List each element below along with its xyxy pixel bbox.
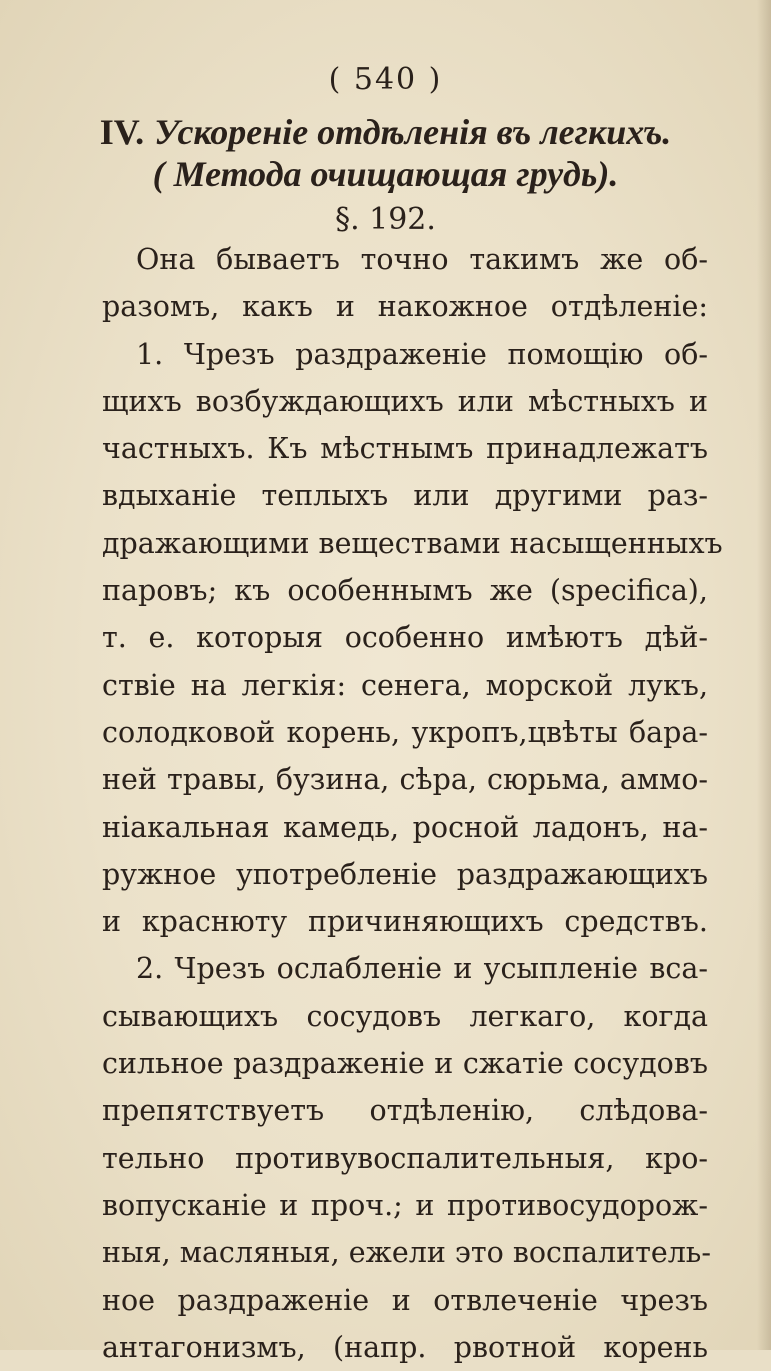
text-line: сывающихъ сосудовъ легкаго, когда (102, 999, 708, 1033)
text-line: 2. Чрезъ ослабленie и усыпленie вса- (136, 952, 708, 986)
text-line: вопусканie и проч.; и противосудорож- (102, 1188, 708, 1222)
page-number: ( 540 ) (328, 62, 443, 97)
text-line: 1. Чрезъ раздраженie помощiю об- (136, 337, 708, 371)
body-text (102, 236, 723, 1371)
text-line: сильное раздраженie и сжатie сосудовъ (102, 1047, 708, 1081)
section-title: Ускоренie отдѣленiя въ легкихъ. (154, 112, 672, 152)
paragraph-number: §. 192. (335, 202, 436, 237)
text-line: частныхъ. Къ мѣстнымъ принадлежатъ (102, 432, 708, 466)
text-line: дражающими веществами насыщенныхъ (102, 526, 723, 560)
text-line: Она бываетъ точно такимъ же об- (136, 243, 708, 276)
text-line: вдыханie теплыхъ или другими раз- (102, 479, 708, 513)
text-line: ныя, масляныя, ежели это воспалитель- (102, 1236, 711, 1270)
text-line: тельно противувоспалительныя, кро- (102, 1141, 708, 1175)
text-line: ное раздраженie и отвлеченie чрезъ (102, 1283, 708, 1317)
text-line: паровъ; къ особеннымъ же (specifica), (102, 574, 708, 608)
text-line: антагонизмъ, (напр. рвотной корень (102, 1330, 708, 1364)
section-heading (0, 110, 771, 154)
text-line: препятствуетъ отдѣленiю, слѣдова- (102, 1094, 708, 1128)
text-line: и краснюту причиняющихъ средствъ. (102, 905, 708, 939)
text-line: ней травы, бузина, сѣра, сюрьма, аммо- (102, 763, 708, 797)
text-line: разомъ, какъ и накожное отдѣленie: (102, 290, 708, 324)
text-line: солодковой корень, укропъ,цвѣты бара- (102, 715, 708, 749)
text-line: ружное употребленie раздражающихъ (102, 857, 708, 891)
section-roman-numeral: IV. (99, 112, 145, 152)
text-line: ствie на легкiя: сенега, морской лукъ, (102, 668, 708, 702)
text-line: щихъ возбуждающихъ или мѣстныхъ и (102, 384, 708, 418)
text-line: нiакальная камедь, росной ладонъ, на- (102, 810, 708, 844)
text-line: т. е. которыя особенно имѣютъ дѣй- (102, 621, 708, 655)
section-subtitle: ( Метода очищающая грудь). (152, 154, 619, 194)
